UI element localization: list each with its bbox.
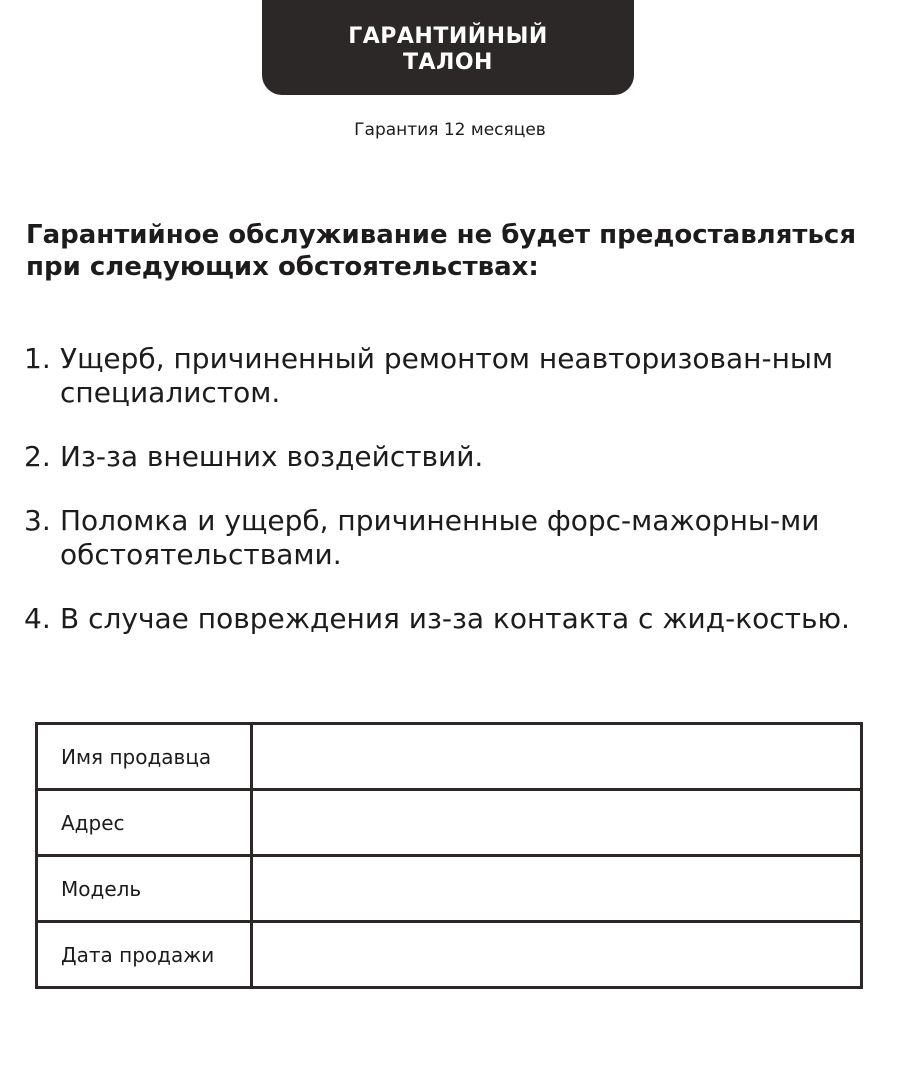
sale-date-field[interactable] [252, 922, 862, 988]
table-row [37, 724, 862, 790]
list-item-number: 3. [24, 504, 51, 537]
seller-info-table [35, 722, 863, 989]
table-row [37, 790, 862, 856]
warranty-period: Гарантия 12 месяцев [354, 120, 546, 140]
list-item [24, 342, 884, 410]
list-item-text: Из-за внешних воздействий. [60, 440, 484, 473]
address-field[interactable] [252, 790, 862, 856]
table-row [37, 922, 862, 988]
header-title-line2: ТАЛОН [403, 49, 493, 75]
model-field[interactable] [252, 856, 862, 922]
list-item-text: В случае повреждения из-за контакта с жид-костью. [60, 602, 850, 635]
seller-name-label: Имя продавца [37, 724, 252, 790]
list-item [24, 504, 884, 572]
header-title-line1: ГАРАНТИЙНЫЙ [348, 23, 548, 49]
model-label: Модель [37, 856, 252, 922]
list-item-number: 2. [24, 440, 51, 473]
table-row [37, 856, 862, 922]
list-item [24, 602, 884, 670]
list-item-number: 4. [24, 602, 51, 635]
list-item-text: Поломка и ущерб, причиненные форс-мажорны-ми обстоятельствами. [60, 504, 820, 571]
list-item-number: 1. [24, 342, 51, 375]
sale-date-label: Дата продажи [37, 922, 252, 988]
header-tab [262, 0, 634, 95]
conditions-list [24, 342, 884, 700]
conditions-heading: Гарантийное обслуживание не будет предоставляться при следующих обстоятельствах: [26, 220, 857, 282]
address-label: Адрес [37, 790, 252, 856]
list-item [24, 440, 884, 474]
seller-name-field[interactable] [252, 724, 862, 790]
list-item-text: Ущерб, причиненный ремонтом неавторизован-ным специалистом. [60, 342, 834, 409]
